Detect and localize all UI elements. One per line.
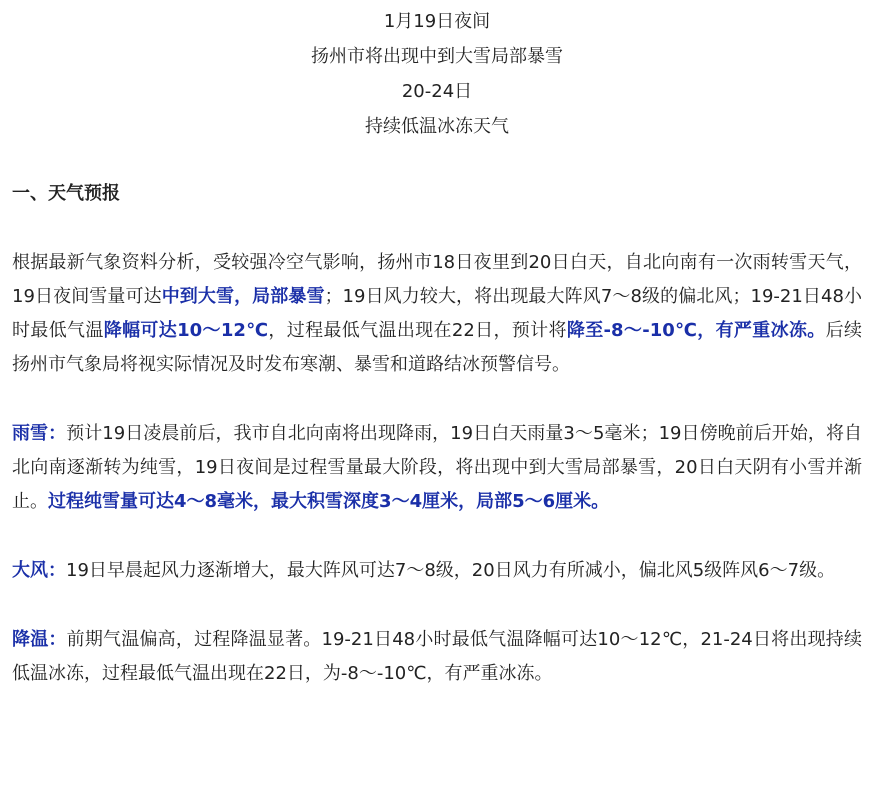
text: 前期气温偏高，过程降温显著。19-21日48小时最低气温降幅可达10～12℃，21-24日将出现持续低温冰冻，过程最低气温出现在22日，为-8～-10℃，有严重冰冻。 bbox=[12, 629, 862, 684]
forecast-summary bbox=[12, 246, 862, 382]
title-line: 扬州市将出现中到大雪局部暴雪 bbox=[311, 46, 563, 67]
text: 19日早晨起风力逐渐增大，最大阵风可达7～8级，20日风力有所减小，偏北风5级阵风6～7级。 bbox=[66, 560, 836, 581]
section-heading: 一、天气预报 bbox=[12, 183, 120, 204]
snow-label: 雨雪： bbox=[12, 423, 67, 444]
title-line: 20-24日 bbox=[401, 81, 473, 102]
highlight: 中到大雪，局部暴雪 bbox=[161, 286, 325, 307]
text: ；19日风力较大，将出现最大阵风7～8级的偏北风；19-21日48小时最低气温 bbox=[12, 286, 863, 341]
highlight: 过程纯雪量可达4～8毫米，最大积雪深度3～4厘米，局部5～6厘米。 bbox=[48, 491, 610, 512]
text: 根据最新气象资料分析，受较强冷空气影响，扬州市18日夜里到20日白天，自北向南有一次雨转雪天气，19日夜间雪量可达 bbox=[12, 252, 862, 307]
text: 预计19日凌晨前后，我市自北向南将出现降雨，19日白天雨量3～5毫米；19日傍晚前后开始，将自北向南逐渐转为纯雪，19日夜间是过程雪量最大阶段，将出现中到大雪局部暴雪，20日白天阴有小雪并渐止。 bbox=[12, 423, 863, 512]
snow-paragraph bbox=[12, 417, 862, 519]
cooling-label: 降温： bbox=[12, 629, 67, 650]
highlight: 降幅可达10～12℃ bbox=[103, 320, 269, 341]
title-line: 持续低温冰冻天气 bbox=[365, 116, 509, 137]
wind-label: 大风： bbox=[12, 560, 66, 581]
article-title bbox=[12, 4, 862, 144]
wind-paragraph bbox=[12, 554, 862, 588]
text: ，过程最低气温出现在22日，预计将 bbox=[268, 320, 567, 341]
title-line: 1月19日夜间 bbox=[383, 11, 491, 32]
text: 后续扬州市气象局将视实际情况及时发布寒潮、暴雪和道路结冰预警信号。 bbox=[12, 320, 863, 375]
cooling-paragraph bbox=[12, 623, 862, 691]
highlight: 降至-8～-10℃，有严重冰冻。 bbox=[566, 320, 826, 341]
